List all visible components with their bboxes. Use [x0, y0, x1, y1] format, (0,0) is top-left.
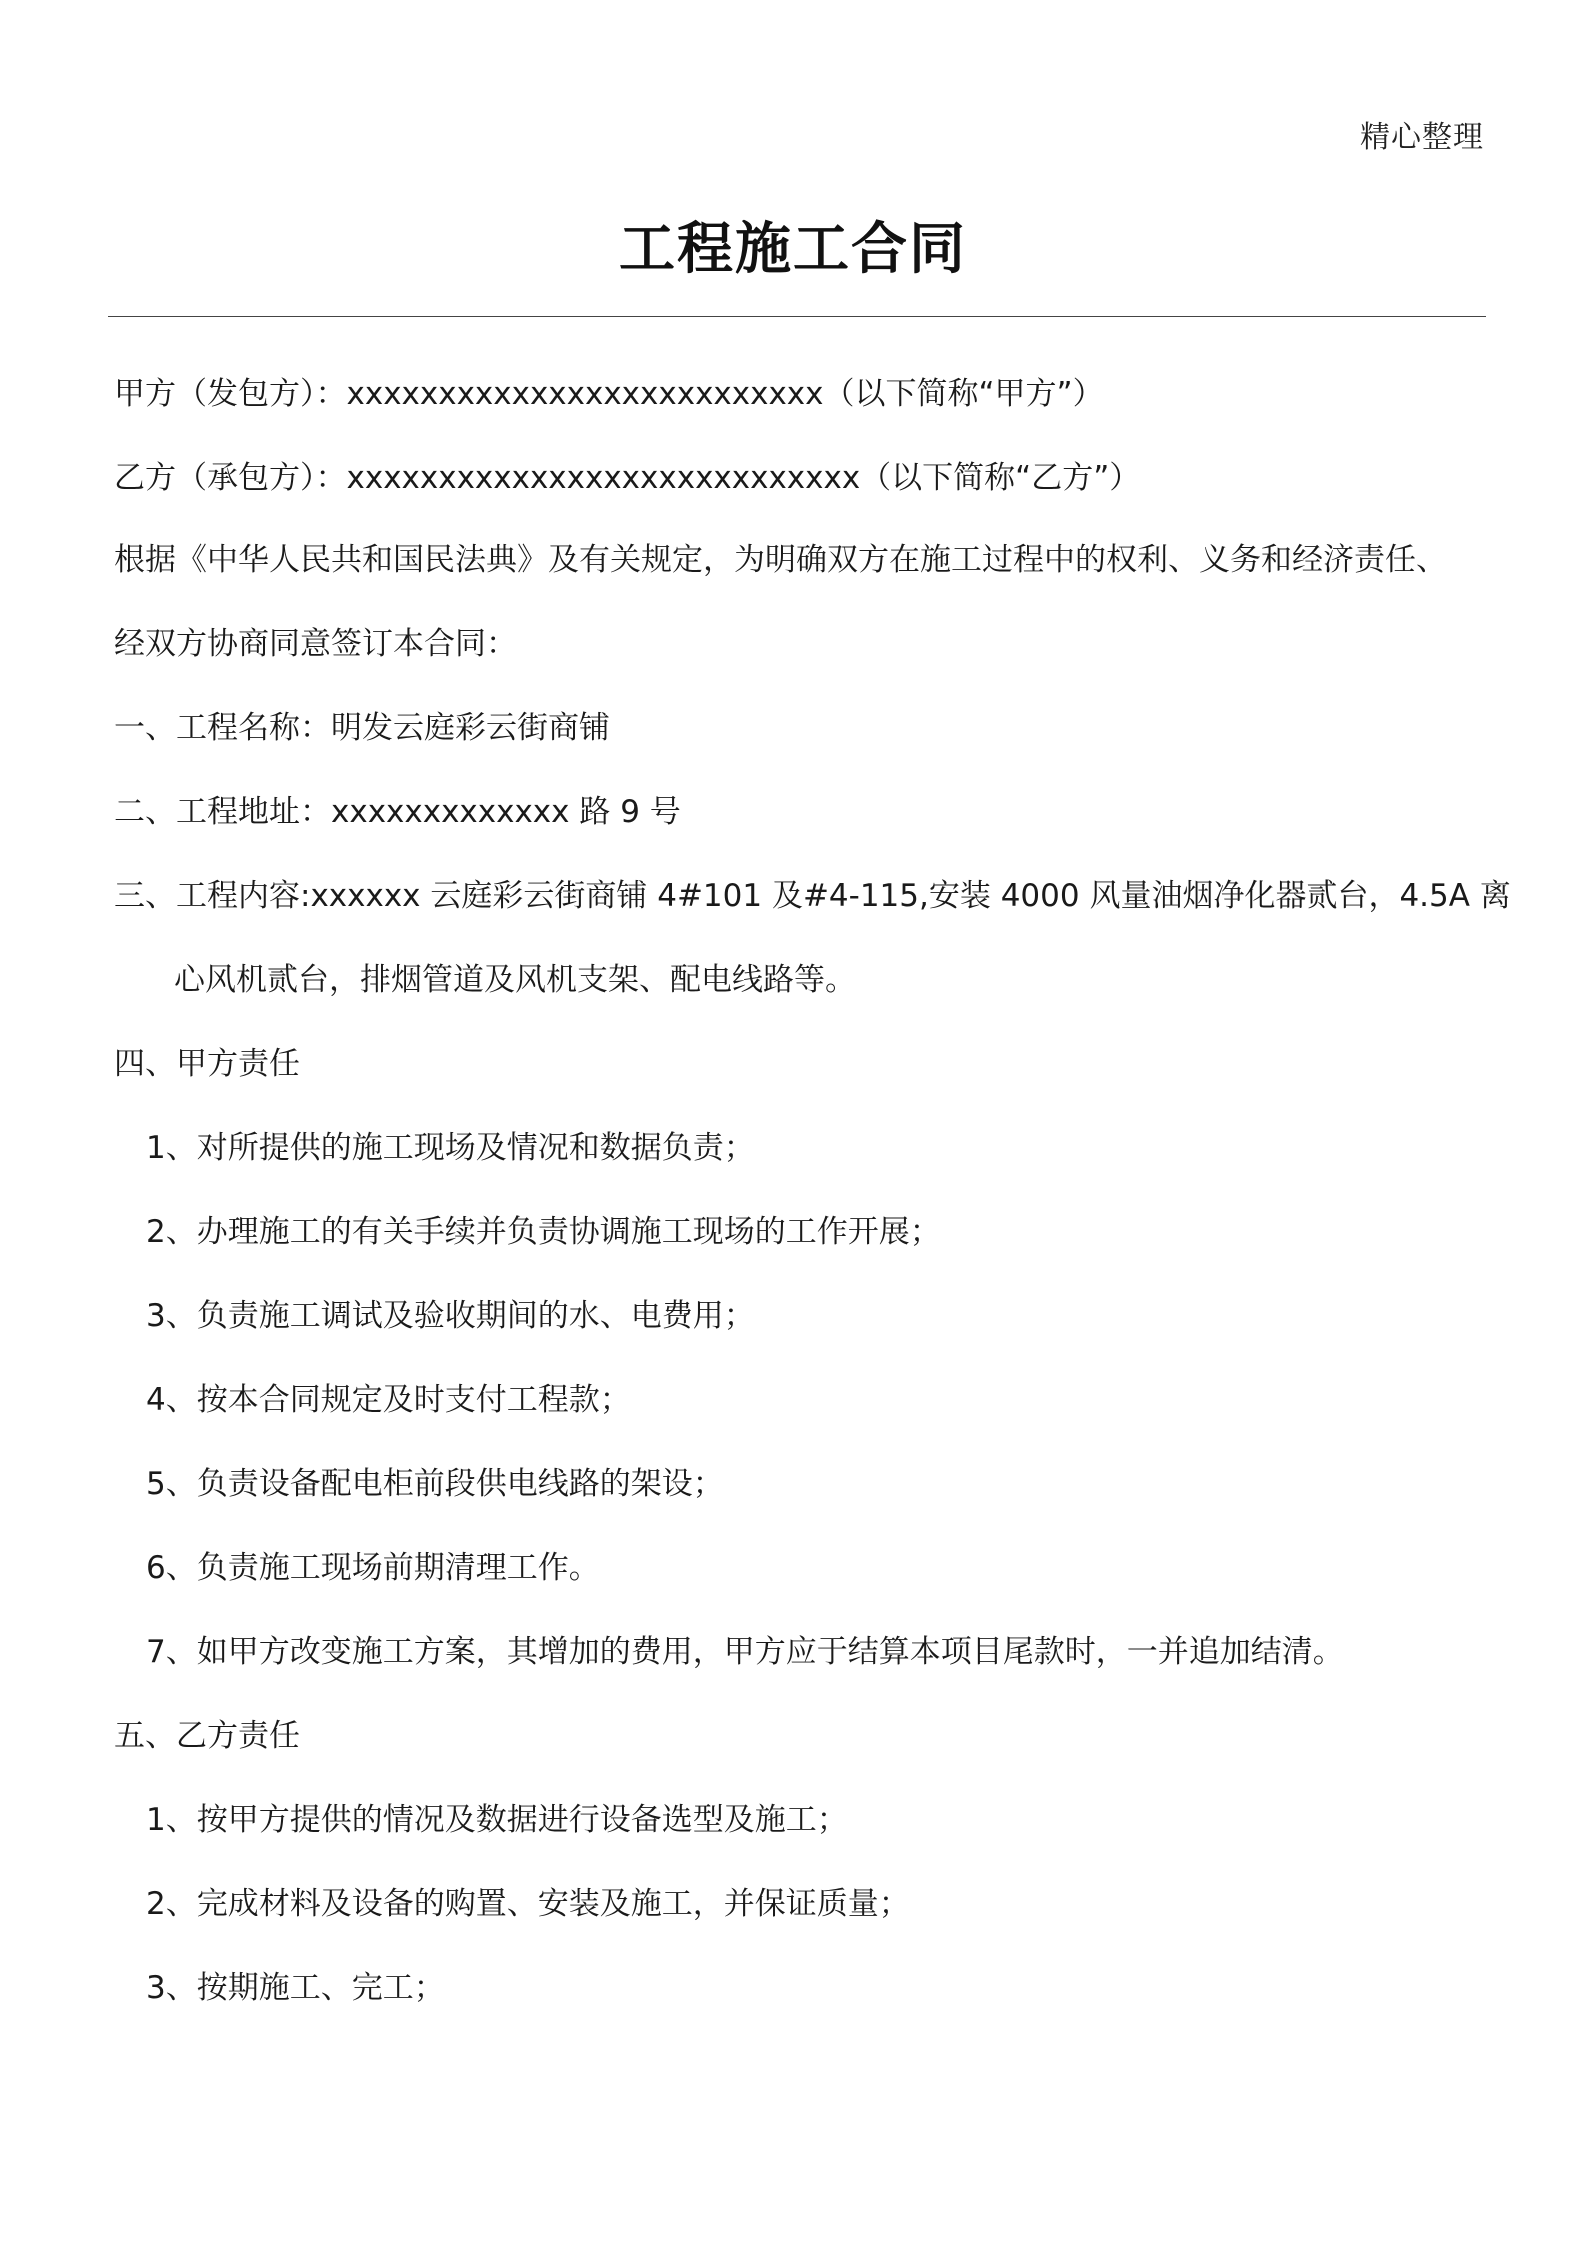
- header-note: 精心整理: [1360, 120, 1484, 155]
- party-a-duty-item: 3、负责施工调试及验收期间的水、电费用；: [146, 1298, 755, 1334]
- section-project-content-line-1: 三、工程内容:xxxxxx 云庭彩云街商铺 4#101 及#4-115,安装 4000 风量油烟净化器贰台，4.5A 离: [114, 878, 1511, 914]
- party-b-line: 乙方（承包方）：xxxxxxxxxxxxxxxxxxxxxxxxxxxx（以下简称“乙方”）: [114, 460, 1141, 496]
- party-a-duty-item: 6、负责施工现场前期清理工作。: [146, 1550, 600, 1586]
- party-a-duty-item: 4、按本合同规定及时支付工程款；: [146, 1382, 631, 1418]
- party-b-duty-item: 1、按甲方提供的情况及数据进行设备选型及施工；: [146, 1802, 848, 1838]
- section-party-b-duties-title: 五、乙方责任: [114, 1718, 300, 1754]
- preamble-line-1: 根据《中华人民共和国民法典》及有关规定，为明确双方在施工过程中的权利、义务和经济责任、: [114, 542, 1447, 578]
- party-a-line: 甲方（发包方）：xxxxxxxxxxxxxxxxxxxxxxxxxx（以下简称“甲方”）: [114, 376, 1104, 412]
- party-a-duty-item: 2、办理施工的有关手续并负责协调施工现场的工作开展；: [146, 1214, 941, 1250]
- party-a-duty-item: 1、对所提供的施工现场及情况和数据负责；: [146, 1130, 755, 1166]
- party-a-duty-item: 7、如甲方改变施工方案，其增加的费用，甲方应于结算本项目尾款时，一并追加结清。: [146, 1634, 1344, 1670]
- title-divider: [108, 316, 1486, 317]
- section-project-name: 一、工程名称：明发云庭彩云街商铺: [114, 710, 610, 746]
- section-project-address: 二、工程地址：xxxxxxxxxxxxx 路 9 号: [114, 794, 681, 830]
- section-party-a-duties-title: 四、甲方责任: [114, 1046, 300, 1082]
- party-a-duty-item: 5、负责设备配电柜前段供电线路的架设；: [146, 1466, 724, 1502]
- document-title: 工程施工合同: [619, 217, 967, 282]
- preamble-line-2: 经双方协商同意签订本合同：: [114, 626, 517, 662]
- section-project-content-line-2: 心风机贰台，排烟管道及风机支架、配电线路等。: [174, 962, 856, 998]
- party-b-duty-item: 2、完成材料及设备的购置、安装及施工，并保证质量；: [146, 1886, 910, 1922]
- party-b-duty-item: 3、按期施工、完工；: [146, 1970, 445, 2006]
